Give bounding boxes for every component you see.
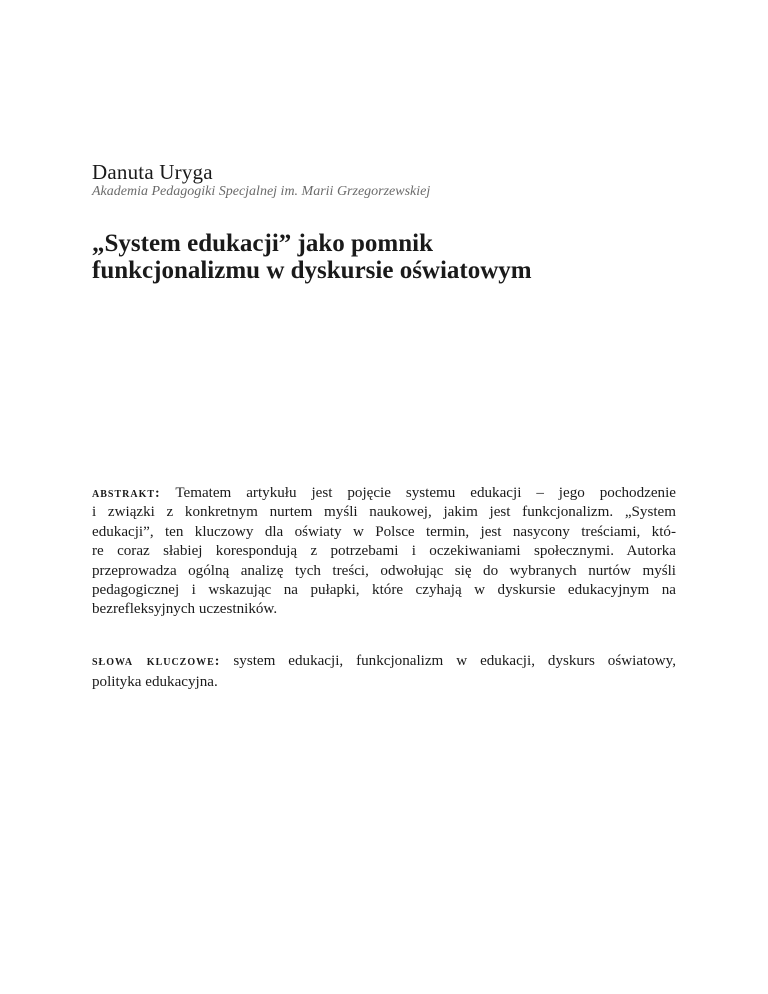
author-name: Danuta Uryga	[92, 160, 213, 184]
keywords	[92, 651, 676, 692]
article-title	[92, 230, 692, 284]
abstract-line-1	[92, 484, 676, 503]
abstract	[92, 484, 676, 620]
abstract-line-7: bezrefleksyjnych uczestników.	[92, 601, 278, 618]
author-affiliation: Akademia Pedagogiki Specjalnej im. Marii Grzegorzewskiej	[92, 184, 431, 199]
abstract-line-5: przeprowadza ogólną analizę tych treści, odwołując się do wybranych nurtów myśli	[92, 562, 676, 579]
keywords-label: słowa kluczowe:	[92, 654, 221, 669]
keywords-text-line: system edukacji, funkcjonalizm w edukacji, dyskurs oświatowy,	[233, 653, 676, 669]
abstract-line-4: re coraz słabiej korespondują z potrzebami i oczekiwaniami społecznymi. Autorka	[92, 543, 676, 560]
abstract-text-line: Tematem artykułu jest pojęcie systemu edukacji – jego pochodzenie	[175, 485, 676, 501]
article-title-line-2: funkcjonalizmu w dyskursie oświatowym	[92, 257, 532, 284]
abstract-line-2: i związki z konkretnym nurtem myśli naukowej, jakim jest funkcjonalizm. „System	[92, 504, 676, 521]
abstract-label: abstrakt:	[92, 486, 161, 501]
keywords-line-2: polityka edukacyjna.	[92, 674, 218, 690]
abstract-line-3: edukacji”, ten kluczowy dla oświaty w Polsce termin, jest nasycony treściami, któ-	[92, 523, 676, 540]
article-title-line-1: „System edukacji” jako pomnik	[92, 230, 434, 257]
abstract-line-6: pedagogicznej i wskazując na pułapki, które czyhają w dyskursie edukacyjnym na	[92, 582, 676, 599]
keywords-line-1	[92, 651, 676, 672]
